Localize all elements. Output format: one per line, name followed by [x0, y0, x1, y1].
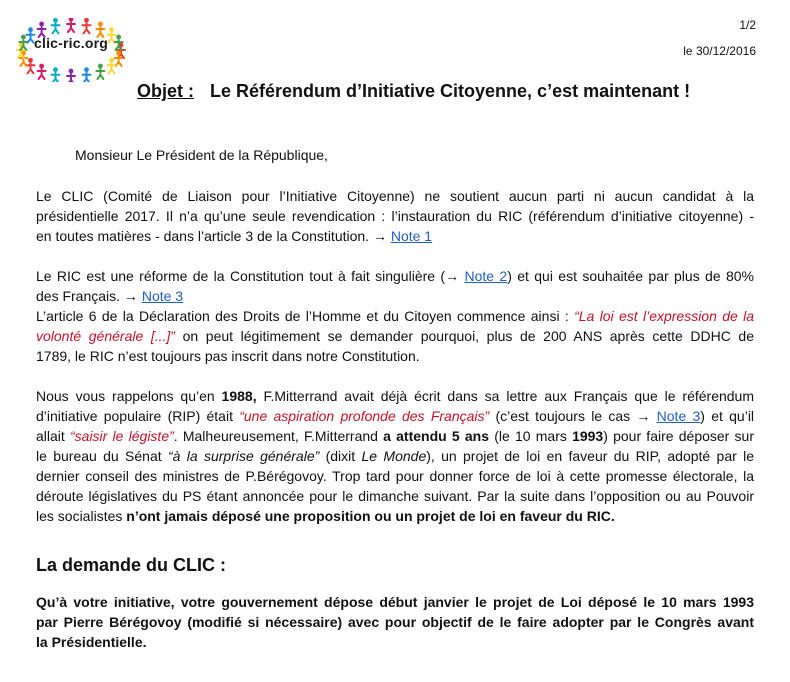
text-line: Le RIC est une réforme de la Constitution tout à fait singulière (→ Note 2) et qui est souhaitée par plus de 80%: [36, 268, 755, 284]
paragraph-mitterrand-history: [36, 386, 754, 526]
text-line: d’initiative populaire (RIP) était “une aspiration profonde des Français” (c’est toujours le cas → Note 3) et qu’il: [36, 408, 755, 424]
note-3-link[interactable]: Note 3: [141, 288, 184, 304]
note-2-link[interactable]: Note 2: [464, 268, 508, 284]
note-3-link-2[interactable]: Note 3: [656, 408, 701, 424]
text-line: 1789, le RIC n’est toujours pas inscrit dans notre Constitution.: [36, 348, 420, 364]
text-line: les socialistes n’ont jamais déposé une proposition ou un projet de loi en faveur du RIC.: [36, 508, 615, 524]
logo-text: clic-ric.org: [34, 35, 108, 51]
quote-surprise: “à la surprise générale”: [167, 448, 320, 464]
logo-figure: [83, 18, 91, 33]
text-line: Nous vous rappelons qu’en 1988, F.Mitterrand avait déjà écrit dans sa lettre aux Français que le référendum: [36, 388, 754, 404]
subject-label: Objet :: [137, 81, 194, 101]
salutation: Monsieur Le Président de la République,: [75, 147, 328, 163]
text-line: en toutes matières - dans l’article 3 de la Constitution. → Note 1: [36, 228, 433, 244]
logo-figure: [108, 58, 116, 73]
letter-date: le 30/12/2016: [683, 44, 756, 58]
text-line: des Français. → Note 3: [36, 288, 184, 304]
text-line: le bureau du Sénat “à la surprise générale” (dixit Le Monde), un projet de loi en faveur du RIP, adopté par le: [36, 448, 755, 464]
logo-figure: [27, 58, 35, 73]
logo-figure: [67, 69, 75, 82]
quote-legiste: “saisir le légiste”: [70, 428, 174, 444]
logo-figure: [52, 18, 60, 33]
text-line: présidentielle 2017. Il n’a qu’une seule revendication : l’instauration du RIC (référendum d’initiative citoyenne) -: [36, 208, 754, 224]
text-line: volonté générale [...]” on peut légitimement se demander pourquoi, plus de 200 ANS après cette DDHC de: [36, 328, 754, 344]
paragraph-clic-intro: [36, 186, 754, 246]
section-heading: La demande du CLIC :: [36, 555, 227, 575]
logo-figure: [52, 67, 60, 82]
clic-logo[interactable]: [15, 18, 127, 82]
logo-figure: [83, 67, 91, 82]
text-line: dernier conseil des ministres de P.Bérégovoy. Trop tard pour donner force de loi à cette promesse électorale, la: [36, 468, 754, 484]
text-line: Qu’à votre initiative, votre gouvernement dépose début janvier le projet de Loi déposé le 10 mars 1993: [36, 594, 754, 610]
text-line: Le CLIC (Comité de Liaison pour l’Initiative Citoyenne) ne soutient aucun parti ni aucun candidat à la: [36, 188, 754, 204]
text-line: allait “saisir le légiste”. Malheureusement, F.Mitterrand a attendu 5 ans (le 10 mars 1993) pour faire déposer sur: [36, 428, 754, 444]
subject-title: Le Référendum d’Initiative Citoyenne, c’est maintenant !: [210, 81, 691, 101]
text-line: déroute législatives du PS étant annoncée pour le dimanche suivant. Par la suite dans l’opposition ou au Pouvoir: [36, 488, 754, 504]
paragraph-ric-reform: [36, 266, 754, 366]
note-1-link[interactable]: Note 1: [390, 228, 433, 244]
logo-figure: [96, 64, 104, 79]
paragraph-clic-demand: [36, 592, 754, 652]
quote-ddhc-end: volonté générale [...]”: [36, 328, 175, 344]
text-line: par Pierre Bérégovoy (modifié si nécessaire) avec pour objectif de le faire adopter par le Congrès avant: [36, 614, 754, 630]
logo-figure: [38, 64, 46, 79]
text-line: L’article 6 de la Déclaration des Droits de l’Homme et du Citoyen commence ainsi : “La loi est l’expression de la: [36, 308, 755, 324]
page-number: 1/2: [739, 18, 756, 32]
logo-figure: [67, 18, 75, 32]
subject-line: [137, 81, 757, 102]
text-line: la Présidentielle.: [36, 634, 147, 650]
quote-aspiration: “une aspiration profonde des Français”: [239, 408, 490, 424]
quote-ddhc: “La loi est l’expression de la: [574, 308, 755, 324]
